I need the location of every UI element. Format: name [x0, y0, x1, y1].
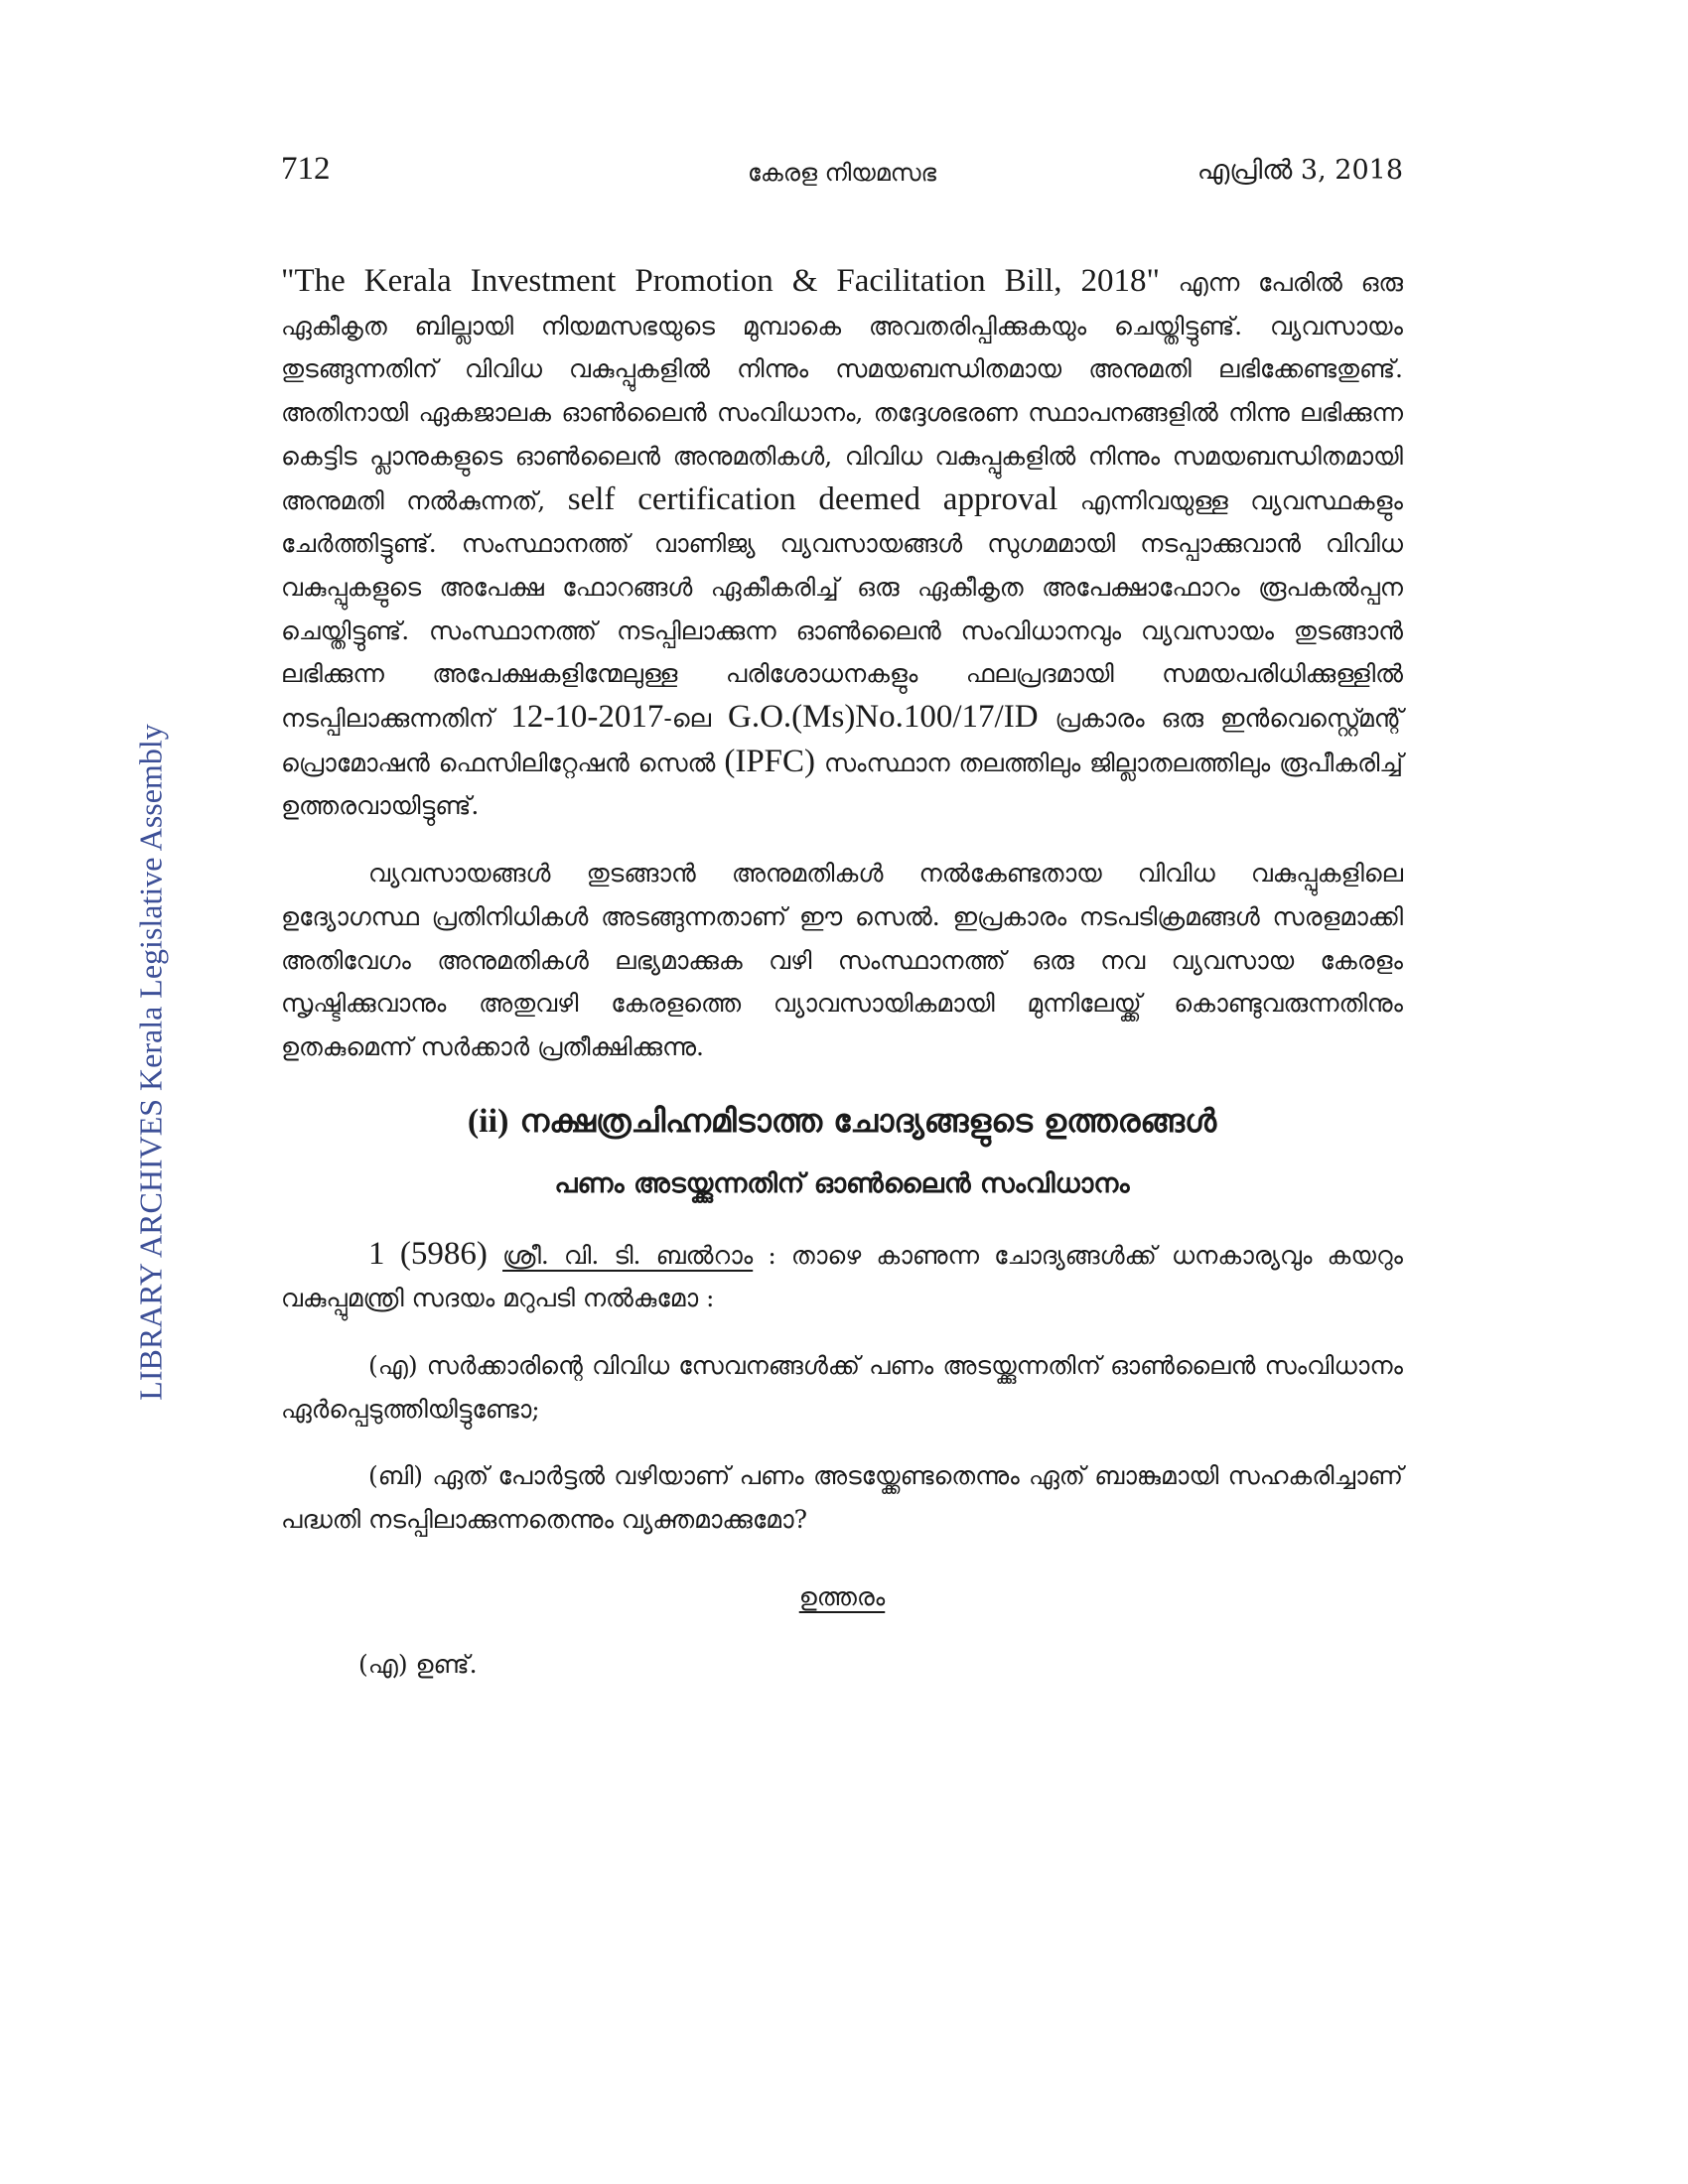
section-heading: [281, 1095, 1403, 1148]
member-name: ശ്രീ. വി. ടി. ബൽറാം: [502, 1240, 754, 1270]
go-number: G.O.(Ms)No.100/17/ID: [727, 699, 1039, 736]
running-title: കേരള നിയമസഭ: [747, 159, 937, 187]
question-part-a: (എ) സർക്കാരിന്റെ വിവിധ സേവനങ്ങൾക്ക് പണം അടയ്ക്കുന്നതിന് ഓൺലൈൻ സംവിധാനം ഏർപ്പെടുത്തിയിട്ടുണ്ടോ;: [281, 1351, 1403, 1424]
question-title: പണം അടയ്ക്കുന്നതിന് ഓൺലൈൻ സംവിധാനം: [554, 1167, 1130, 1199]
question-intro: 1 (5986) ശ്രീ. വി. ടി. ബൽറാം : താഴെ കാണുന്ന ചോദ്യങ്ങൾക്ക് ധനകാര്യവും കയറും വകുപ്പുമന്ത്രി സദയം മറുപടി നൽകുമോ :: [281, 1235, 1403, 1313]
paragraph-1: "The Kerala Investment Promotion & Facilitation Bill, 2018" എന്ന പേരിൽ ഒരു ഏകീകൃത ബില്ലായി നിയമസഭയുടെ മുമ്പാകെ അവതരിപ്പിക്കുകയും ചെയ്തിട്ടുണ്ട്. വ്യവസായം തുടങ്ങുന്നതിന് വിവിധ വകുപ്പുകളിൽ നിന്നും സമയബന്ധിതമായ അനുമതി ലഭിക്കേണ്ടതുണ്ട്. അതിനായി ഏകജാലക ഓൺലൈൻ സംവിധാനം, തദ്ദേശഭരണ സ്ഥാപനങ്ങളിൽ നിന്നു ലഭിക്കുന്ന കെട്ടിട പ്ലാനുകളുടെ ഓൺലൈൻ അനുമതികൾ, വിവിധ വകുപ്പുകളിൽ നിന്നും സമയബന്ധിതമായി അനുമതി നൽകുന്നത്, self certification deemed approval എന്നിവയുള്ള വ്യവസ്ഥകളും ചേർത്തിട്ടുണ്ട്. സംസ്ഥാനത്ത് വാണിജ്യ വ്യവസായങ്ങൾ സുഗമമായി നടപ്പാക്കുവാൻ വിവിധ വകുപ്പുകളുടെ അപേക്ഷ ഫോറങ്ങൾ ഏകീകരിച്ച് ഒരു ഏകീകൃത അപേക്ഷാഫോറം രൂപകൽപ്പന ചെയ്തിട്ടുണ്ട്. സംസ്ഥാനത്ത് നടപ്പിലാക്കുന്ന ഓൺലൈൻ സംവിധാനവും വ്യവസായം തുടങ്ങാൻ ലഭിക്കുന്ന അപേക്ഷകളിന്മേലുള്ള പരിശോധനകളും ഫലപ്രദമായി സമയപരിധിക്കുള്ളിൽ നടപ്പിലാക്കുന്നതിന് 12-10-2017-ലെ G.O.(Ms)No.100/17/ID പ്രകാരം ഒരു ഇൻവെസ്റ്റ്മെന്റ് പ്രൊമോഷൻ ഫെസിലിറ്റേഷൻ സെൽ (IPFC) സംസ്ഥാന തലത്തിലും ജില്ലാതലത്തിലും രൂപീകരിച്ച് ഉത്തരവായിട്ടുണ്ട്.: [281, 263, 1404, 821]
section-number: (ii): [467, 1102, 509, 1140]
page-header: [281, 151, 1403, 201]
english-phrase: self certification deemed approval: [567, 480, 1058, 517]
watermark-text: LIBRARY ARCHIVES Kerala Legislative Assembly: [132, 724, 169, 1401]
paragraph-2: വ്യവസായങ്ങൾ തുടങ്ങാൻ അനുമതികൾ നൽകേണ്ടതായ വിവിധ വകുപ്പുകളിലെ ഉദ്യോഗസ്ഥ പ്രതിനിധികൾ അടങ്ങുന്നതാണ് ഈ സെൽ. ഇപ്രകാരം നടപടിക്രമങ്ങൾ സരളമാക്കി അതിവേഗം അനുമതികൾ ലഭ്യമാക്കുക വഴി സംസ്ഥാനത്ത് ഒരു നവ വ്യവസായ കേരളം സൃഷ്ടിക്കുവാനും അതുവഴി കേരളത്തെ വ്യാവസായികമായി മുന്നിലേയ്ക്ക് കൊണ്ടുവരുന്നതിനും ഉതകുമെന്ന് സർക്കാർ പ്രതീക്ഷിക്കുന്നു.: [281, 859, 1403, 1061]
answer-heading: ഉത്തരം: [798, 1581, 886, 1611]
question-number: 1 (5986): [368, 1235, 488, 1272]
header-date: എപ്രിൽ 3, 2018: [1196, 155, 1403, 186]
answer-part-a: (എ) ഉണ്ട്.: [358, 1649, 478, 1679]
ipfc-acronym: (IPFC): [724, 743, 816, 779]
bill-name: "The Kerala Investment Promotion & Facilitation Bill, 2018": [281, 263, 1160, 299]
question-part-b: (ബി) ഏത് പോർട്ടൽ വഴിയാണ് പണം അടയ്ക്കേണ്ടതെന്നും ഏത് ബാങ്കുമായി സഹകരിച്ചാണ് പദ്ധതി നടപ്പിലാക്കുന്നതെന്നും വ്യക്തമാക്കുമോ?: [281, 1461, 1403, 1535]
document-body: [281, 260, 1403, 1687]
go-date: 12-10-2017: [510, 699, 664, 736]
page-number: 712: [281, 151, 331, 187]
section-title: നക്ഷത്രചിഹ്നമിടാത്ത ചോദ്യങ്ങളുടെ ഉത്തരങ്ങൾ: [508, 1101, 1217, 1140]
